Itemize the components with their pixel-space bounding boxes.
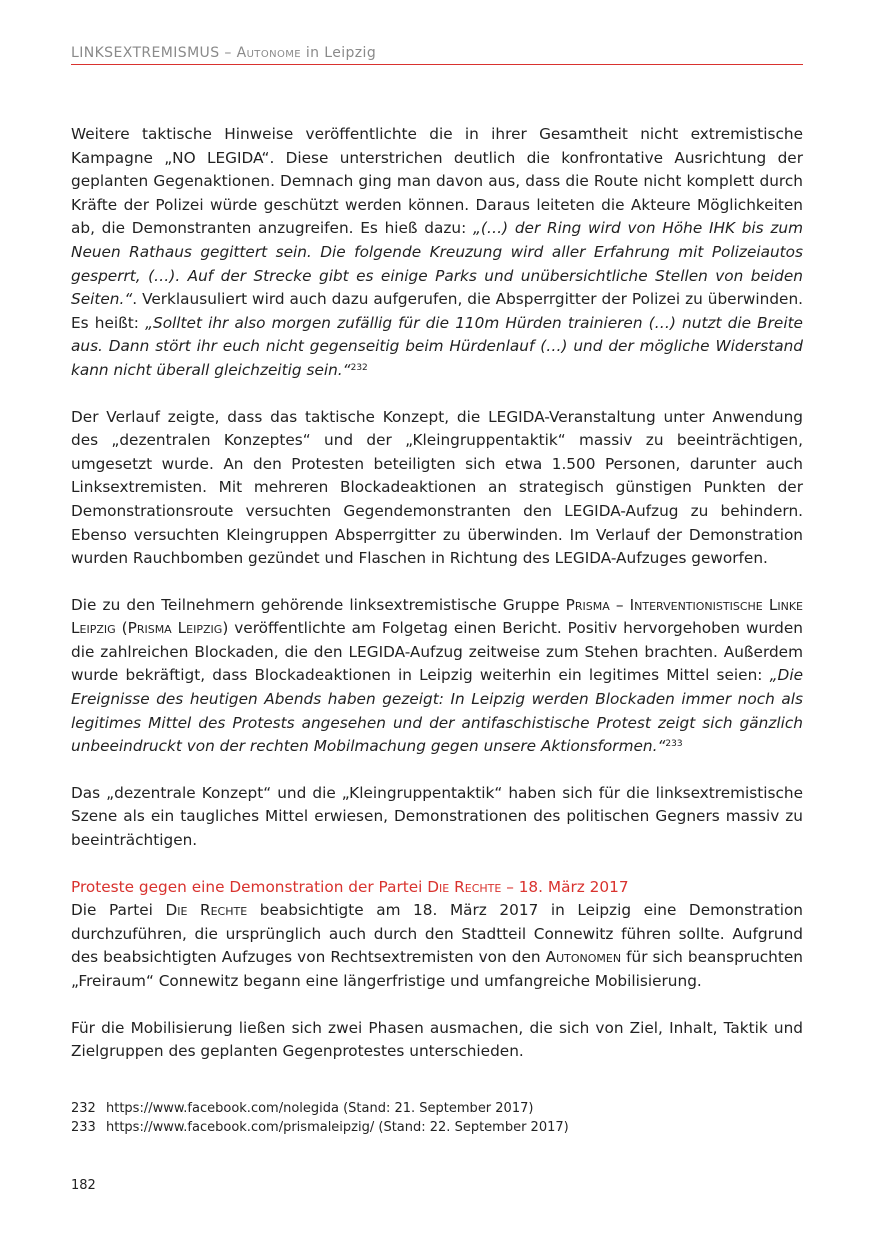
p5-text-a: Die Partei <box>71 901 166 920</box>
paragraph-4: Das „dezentrale Konzept“ und die „Kleingruppentaktik“ haben sich für die linksextremistische Szene als ein taugliches Mittel erwiesen, Demonstrationen des politischen Gegners massiv zu beeinträchtigen. <box>71 783 803 850</box>
footnote-link[interactable]: https://www.facebook.com/nolegida (Stand: 21. September 2017) <box>106 1101 534 1116</box>
p3-group-name: Prisma – Interventionistische Linke Leipzig <box>71 595 803 638</box>
paragraph-2: Der Verlauf zeigte, dass das taktische Konzept, die LEGIDA-Veranstaltung unter Anwendung des „dezentralen Konzeptes“ und der „Kleingruppentaktik“ massiv zu beeinträchtigen, umgesetzt wurde. An den Protesten beteiligten sich etwa 1.500 Personen, darunter auch Linksextremisten. Mit mehreren Blockadeaktionen an strategisch günstigen Punkten der Demonstrationsroute versuchten Gegendemonstranten den LEGIDA-Aufzug zu behindern. Ebenso versuchten Kleingruppen Absperrgitter zu überwinden. Im Verlauf der Demonstration wurden Rauchbomben gezündet und Flaschen in Richtung des LEGIDA-Aufzuges geworfen. <box>71 407 803 568</box>
footnote-item <box>71 1118 803 1137</box>
section-subheading <box>71 876 803 900</box>
p5-text-c: für sich beanspruchten „Freiraum“ Connewitz begann eine längerfristige und umfangreiche Mobilisierung. <box>71 948 803 990</box>
paragraph-1 <box>71 123 803 383</box>
footnote-number: 232 <box>71 1101 96 1116</box>
header-subtitle-rest: in Leipzig <box>300 45 377 61</box>
footnote-link[interactable]: https://www.facebook.com/prismaleipzig/ (Stand: 22. September 2017) <box>106 1120 569 1135</box>
p1-text-b: . Verklausuliert wird auch dazu aufgerufen, die Absperrgitter der Polizei zu überwinden. Es heißt: <box>71 290 803 332</box>
p3-text-c: ) veröffentlichte am Folgetag einen Bericht. Positiv hervorgehoben wurden die zahlreichen Blockaden, die den LEGIDA-Aufzug zeitweise zum Stehen brachten. Außerdem wurde bekräftigt, dass Blockadeaktionen in Leipzig weiterhin ein legitimes Mittel seien: <box>71 619 803 685</box>
p3-text-b: ( <box>115 619 128 638</box>
paragraph-5 <box>71 899 803 993</box>
footnotes <box>71 1099 803 1137</box>
page-number: 182 <box>71 1178 96 1193</box>
footnote-ref-232[interactable]: 232 <box>350 362 368 373</box>
header-subtitle-smallcaps: Autonome <box>236 45 301 61</box>
subhead-party: Die Rechte <box>427 877 502 896</box>
body-text <box>71 123 803 1064</box>
paragraph-3 <box>71 594 803 759</box>
p1-quote-2: „Solltet ihr also morgen zufällig für die 110m Hürden trainieren (…) nutzt die Breite aus. Dann stört ihr euch nicht gegenseitig beim Hürdenlauf (…) und der mögliche Widerstand kann nicht überall gleichzeitig sein.“ <box>71 313 803 379</box>
p5-text-b: beabsichtigte am 18. März 2017 in Leipzig eine Demonstration durchzuführen, die ursprünglich auch durch den Stadtteil Connewitz führen sollte. Aufgrund des beabsichtigten Aufzuges von Rechtsextremisten von den <box>71 901 803 967</box>
p3-group-short: Prisma Leipzig <box>127 619 223 638</box>
p3-text-a: Die zu den Teilnehmern gehörende linksextremistische Gruppe <box>71 595 566 614</box>
p3-quote: „Die Ereignisse des heutigen Abends haben gezeigt: In Leipzig werden Blockaden immer noch als legitimes Mittel des Protests angesehen und der antifaschistische Protest zeigt sich gänzlich unbeeindruckt von der rechten Mobilmachung gegen unsere Aktionsformen.“ <box>71 666 803 756</box>
subhead-text-a: Proteste gegen eine Demonstration der Partei <box>71 877 428 896</box>
header-title: LINKSEXTREMISMUS <box>71 45 220 61</box>
p5-party: Die Rechte <box>165 901 248 920</box>
p5-autonome: Autonomen <box>545 948 622 967</box>
paragraph-6: Für die Mobilisierung ließen sich zwei Phasen ausmachen, die sich von Ziel, Inhalt, Taktik und Zielgruppen des geplanten Gegenprotestes unterschieden. <box>71 1018 803 1061</box>
footnote-number: 233 <box>71 1120 96 1135</box>
p1-quote-1: „(…) der Ring wird von Höhe IHK bis zum Neuen Rathaus gegittert sein. Die folgende Kreuzung wird aller Erfahrung mit Polizeiautos gesperrt, (…). Auf der Strecke gibt es einige Parks und unübersichtliche Stellen von beiden Seiten.“ <box>71 219 803 309</box>
footnote-item <box>71 1099 803 1118</box>
footnote-ref-233[interactable]: 233 <box>665 739 683 750</box>
p1-text-a: Weitere taktische Hinweise veröffentlichte die in ihrer Gesamtheit nicht extremistische Kampagne „NO LEGIDA“. Diese unterstrichen deutlich die konfrontative Ausrichtung der geplanten Gegenaktionen. Demnach ging man davon aus, dass die Route nicht komplett durch Kräfte der Polizei würde geschützt werden können. Daraus leiteten die Akteure Möglichkeiten ab, die Demonstranten anzugreifen. Es hieß dazu: <box>71 125 803 238</box>
running-header <box>71 44 803 62</box>
header-rule <box>71 64 803 65</box>
subhead-date: – 18. März 2017 <box>501 877 629 896</box>
header-separator: – <box>219 45 237 61</box>
